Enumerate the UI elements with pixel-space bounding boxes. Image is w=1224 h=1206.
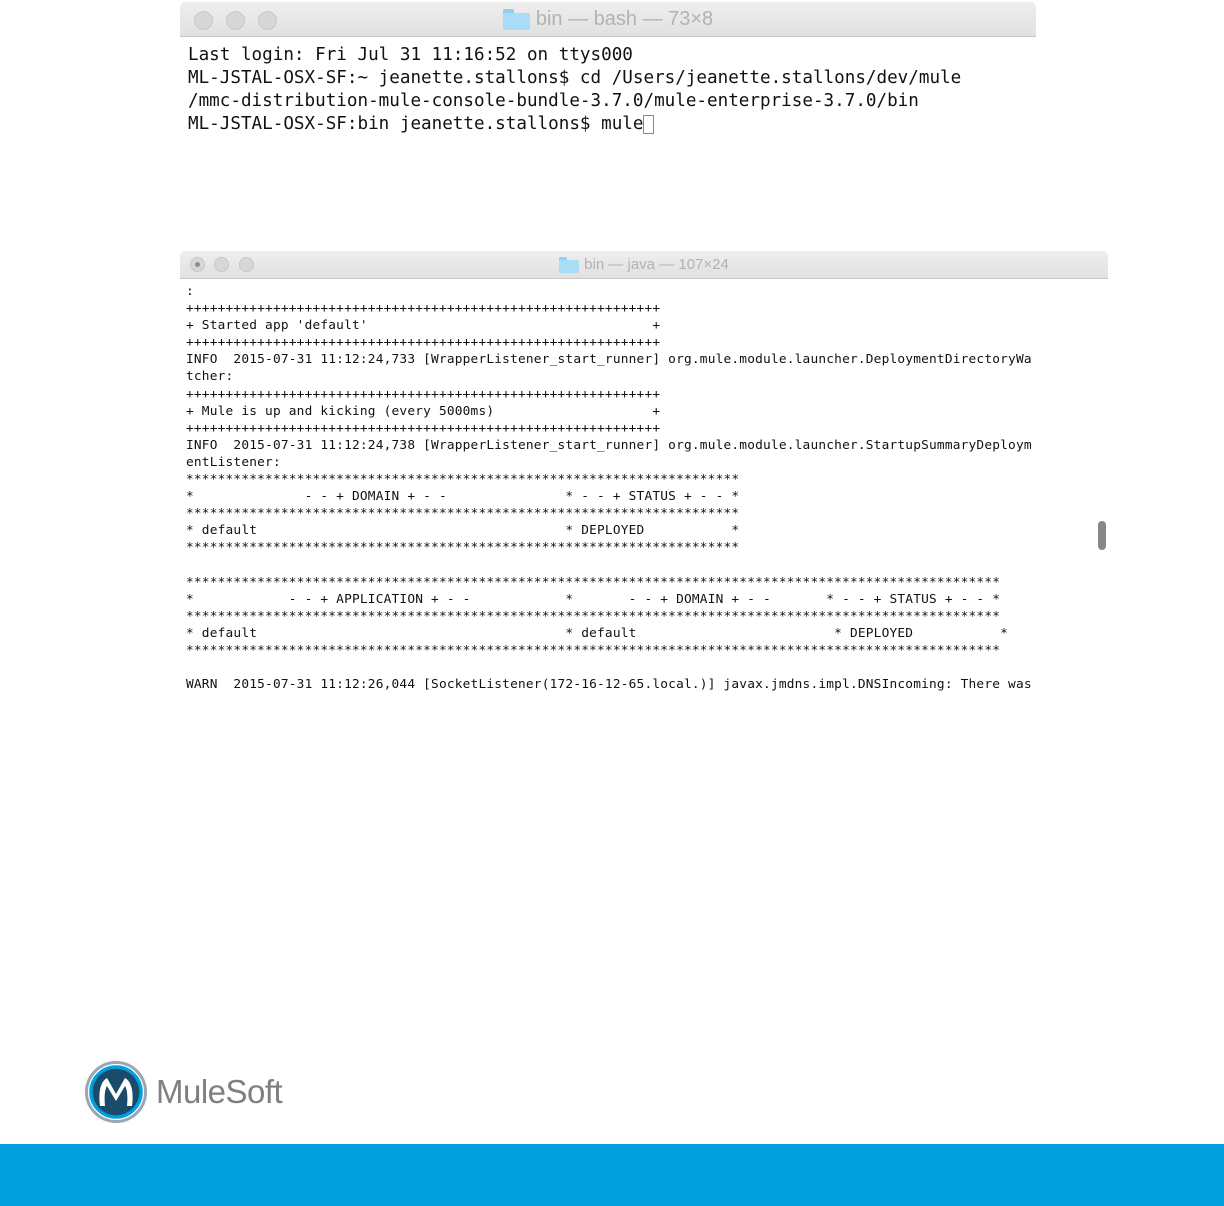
mulesoft-logo	[85, 1061, 282, 1123]
terminal-scrollbar[interactable]	[1098, 521, 1106, 550]
folder-icon	[559, 257, 579, 273]
terminal-line: * - - + APPLICATION + - - * - - + DOMAIN + - - * - - + STATUS + - - *	[186, 591, 1001, 607]
terminal-line: * default * default * DEPLOYED *	[186, 625, 1009, 641]
terminal-line: INFO 2015-07-31 11:12:24,733 [WrapperListener_start_runner] org.mule.module.launcher.DeploymentDirectoryWa	[186, 352, 1032, 368]
java-window-title-area	[180, 251, 1108, 278]
terminal-line: * - - + DOMAIN + - - * - - + STATUS + - - *	[186, 489, 740, 505]
mulesoft-logo-text: MuleSoft	[156, 1073, 283, 1110]
java-terminal-window[interactable]	[180, 251, 1108, 706]
terminal-line: INFO 2015-07-31 11:12:24,738 [WrapperListener_start_runner] org.mule.module.launcher.StartupSummaryDeploym	[186, 437, 1032, 453]
java-terminal-output[interactable]	[186, 283, 1032, 693]
java-window-title: bin — java — 107×24	[584, 256, 729, 273]
terminal-line: *******************************************************************************************************	[186, 608, 1001, 624]
mulesoft-logo-icon	[85, 1061, 147, 1123]
terminal-line: ++++++++++++++++++++++++++++++++++++++++++++++++++++++++++++	[186, 301, 661, 317]
typed-command: mule	[601, 114, 644, 134]
terminal-line: entListener:	[186, 454, 281, 470]
terminal-line: Last login: Fri Jul 31 11:16:52 on ttys000	[188, 45, 633, 65]
bash-terminal-window[interactable]	[180, 2, 1036, 142]
terminal-prompt: ML-JSTAL-OSX-SF:bin jeanette.stallons$	[188, 114, 602, 134]
bash-window-title: bin — bash — 73×8	[535, 7, 714, 30]
footer-accent-bar	[0, 1144, 1224, 1206]
terminal-line: + Mule is up and kicking (every 5000ms) +	[186, 403, 661, 419]
bash-window-titlebar[interactable]	[180, 2, 1036, 37]
folder-icon	[503, 9, 530, 30]
terminal-line: *******************************************************************************************************	[186, 574, 1001, 590]
terminal-line: /mmc-distribution-mule-console-bundle-3.7.0/mule-enterprise-3.7.0/bin	[188, 91, 919, 111]
terminal-line: *******************************************************************************************************	[186, 642, 1001, 658]
terminal-line: **********************************************************************	[186, 540, 740, 556]
terminal-line: ++++++++++++++++++++++++++++++++++++++++++++++++++++++++++++	[186, 335, 661, 351]
terminal-line: ML-JSTAL-OSX-SF:~ jeanette.stallons$ cd /Users/jeanette.stallons/dev/mule	[188, 68, 962, 88]
terminal-line: :	[186, 284, 194, 299]
terminal-line: **********************************************************************	[186, 472, 740, 488]
bash-window-title-area	[180, 2, 1036, 36]
terminal-line: ++++++++++++++++++++++++++++++++++++++++++++++++++++++++++++	[186, 386, 661, 402]
terminal-line: * default * DEPLOYED *	[186, 523, 740, 539]
terminal-line: WARN 2015-07-31 11:12:26,044 [SocketListener(172-16-12-65.local.)] javax.jmdns.impl.DNSIncoming: There was	[186, 677, 1032, 693]
terminal-line: ++++++++++++++++++++++++++++++++++++++++++++++++++++++++++++	[186, 420, 661, 436]
bash-terminal-output[interactable]	[188, 44, 961, 136]
terminal-line: tcher:	[186, 369, 234, 385]
text-cursor	[643, 115, 654, 134]
terminal-line: + Started app 'default' +	[186, 318, 661, 334]
terminal-line: **********************************************************************	[186, 506, 740, 522]
java-window-titlebar[interactable]	[180, 251, 1108, 279]
